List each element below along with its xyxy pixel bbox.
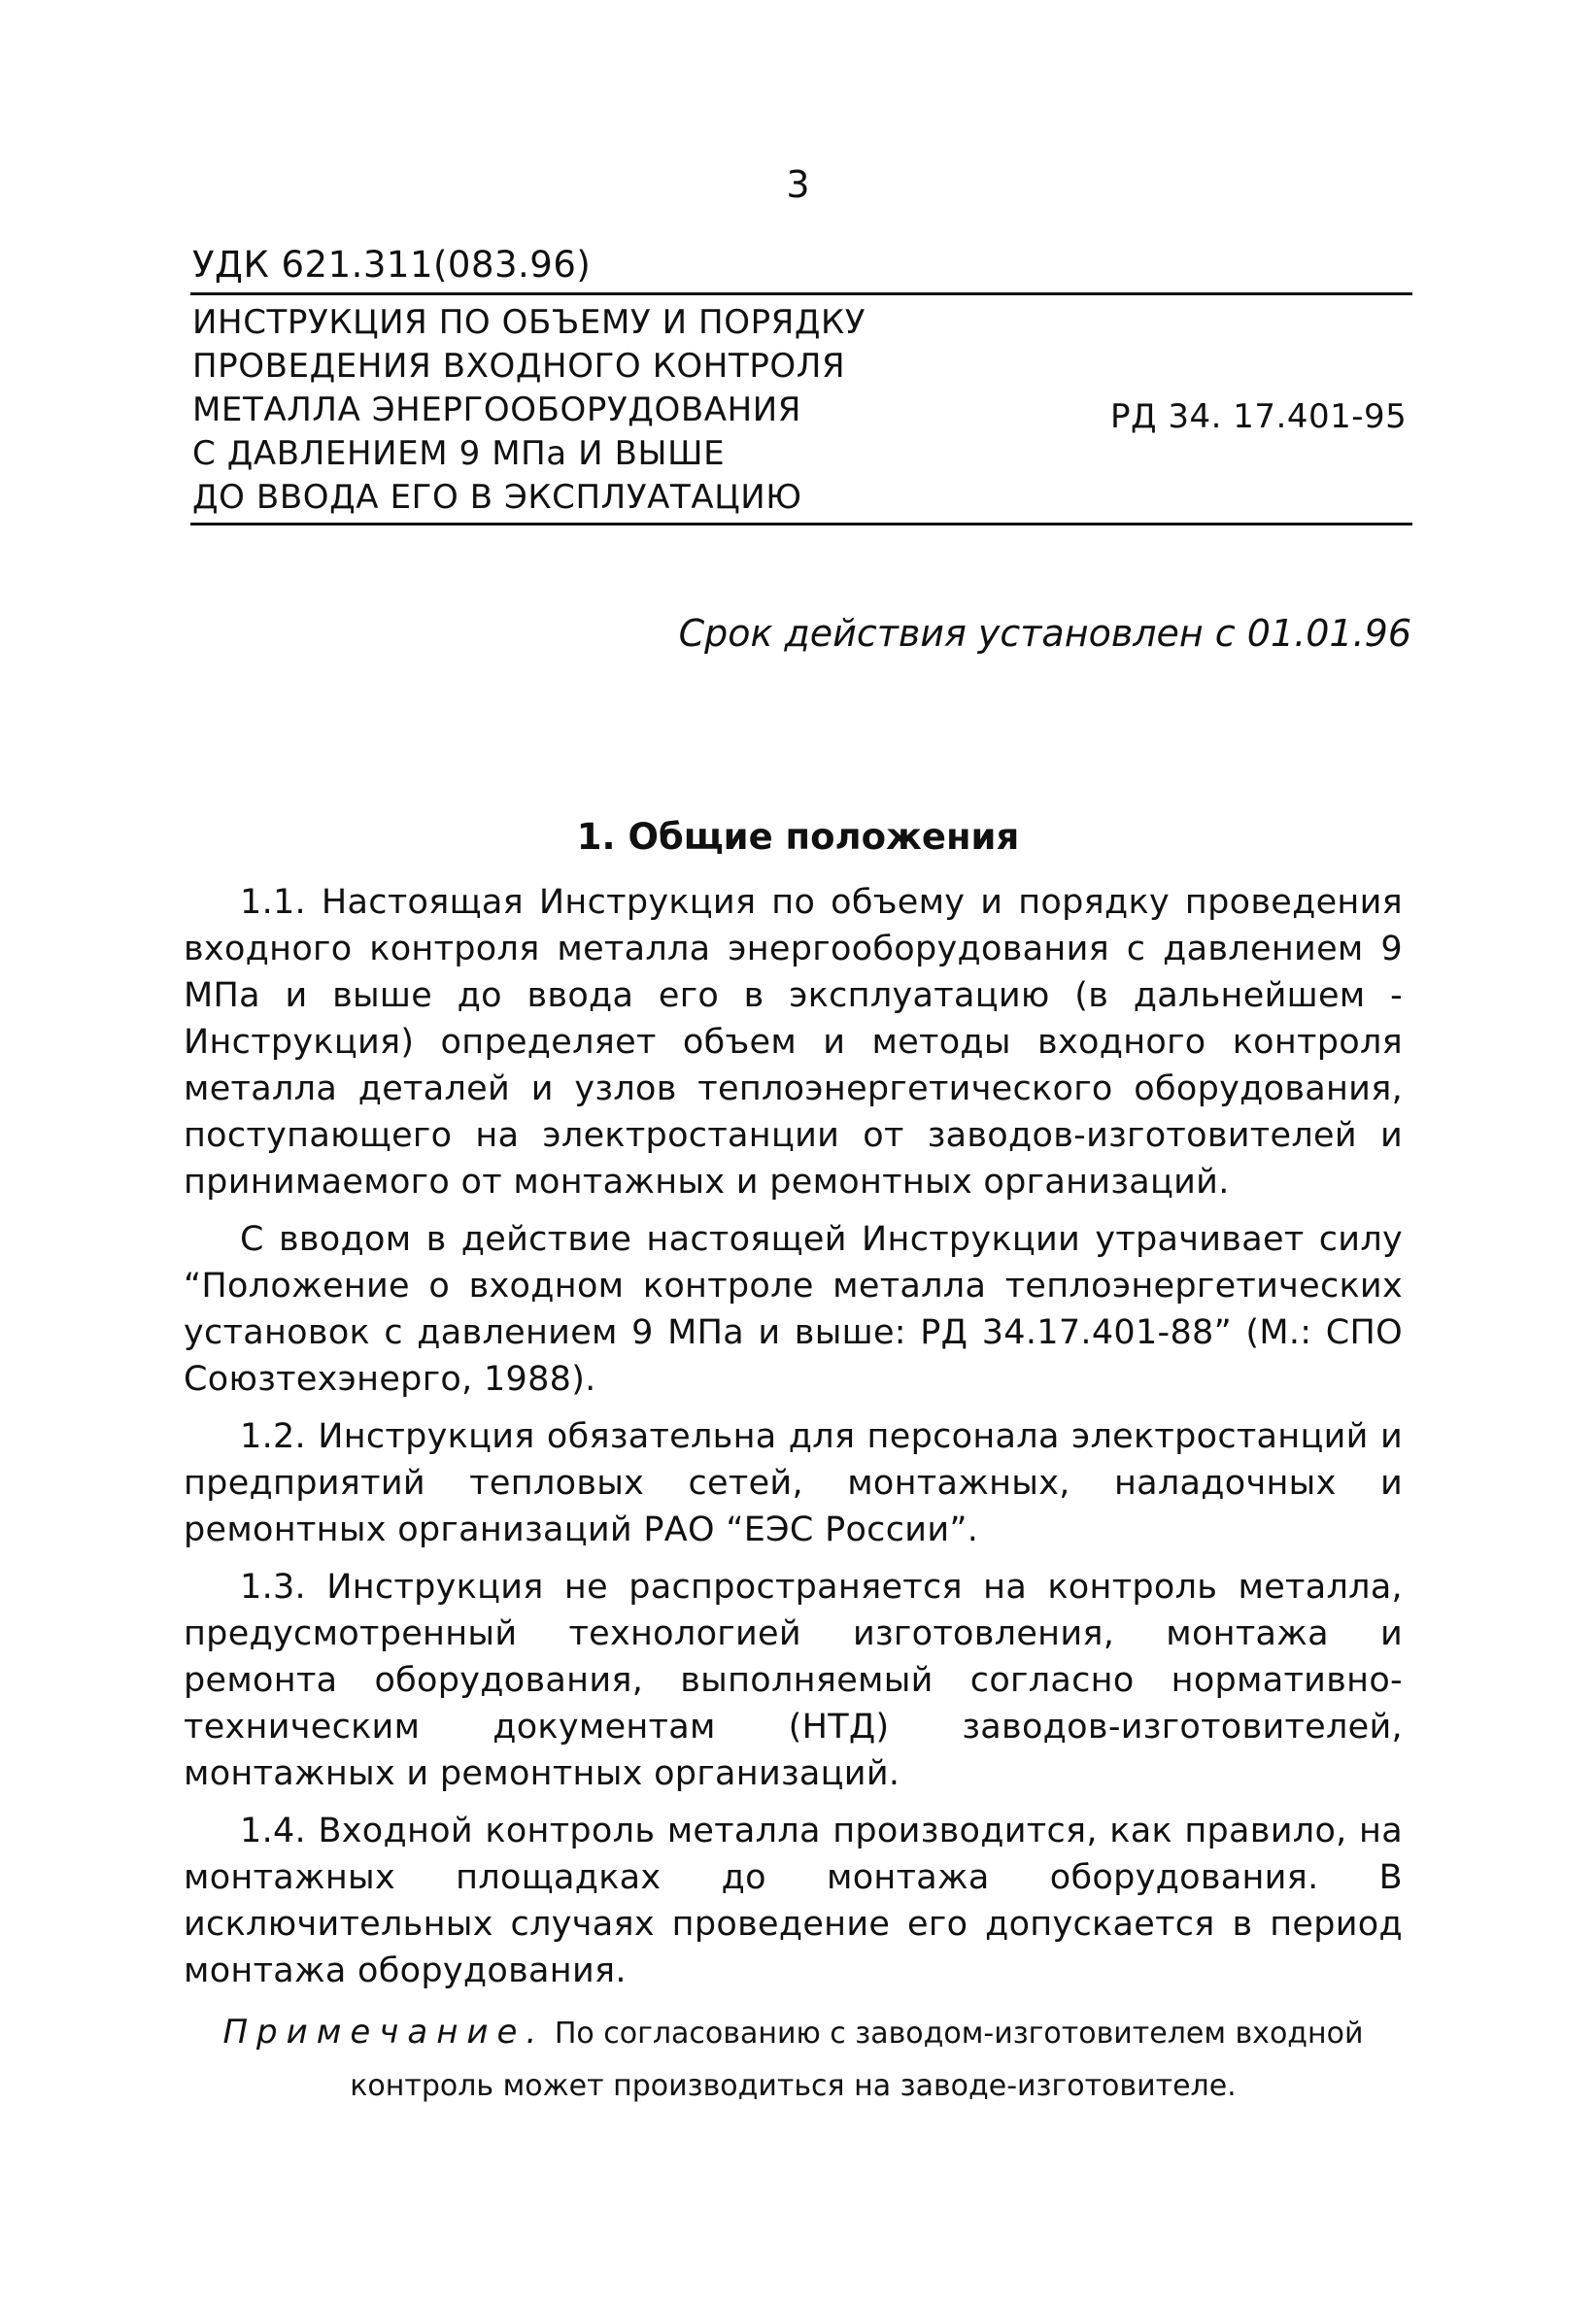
document-title <box>192 301 866 520</box>
paragraph-1-4: 1.4. Входной контроль металла производится, как правило, на монтажных площадках до монтажа оборудования. В исключительных случаях проведение его допускается в период монтажа оборудования. <box>184 1812 1403 1990</box>
paragraph-1-2: 1.2. Инструкция обязательна для персонала электростанций и предприятий тепловых сетей, монтажных, наладочных и ремонтных организаций РАО “ЕЭС России”. <box>184 1417 1403 1549</box>
document-title-line: ИНСТРУКЦИЯ ПО ОБЪЕМУ И ПОРЯДКУ <box>192 303 866 342</box>
document-title-line: ПРОВЕДЕНИЯ ВХОДНОГО КОНТРОЛЯ <box>192 347 846 386</box>
udk-code: УДК 621.311(083.96) <box>192 244 592 286</box>
document-code: РД 34. 17.401-95 <box>1110 397 1408 436</box>
header-top-rule <box>190 292 1412 295</box>
note <box>184 2006 1403 2113</box>
validity-date: Срок действия установлен с 01.01.96 <box>678 612 1411 655</box>
document-title-line: С ДАВЛЕНИЕМ 9 МПа И ВЫШЕ <box>192 434 726 473</box>
header-bottom-rule <box>190 523 1412 526</box>
note-label: Примечание. <box>222 2013 546 2052</box>
paragraph-1-1: 1.1. Настоящая Инструкция по объему и порядку проведения входного контроля металла энергооборудования с давлением 9 МПа и выше до ввода его в эксплуатацию (в дальнейшем - Инструкция) определяет объем и методы входного контроля металла деталей и узлов теплоэнергетического оборудования, поступающего на электростанции от заводов-изготовителей и принимаемого от монтажных и ремонтных организаций. <box>184 883 1403 1202</box>
section-heading: 1. Общие положения <box>576 816 1020 858</box>
paragraph-supersedes: С вводом в действие настоящей Инструкции утрачивает силу “Положение о входном контроле металла теплоэнергетических установок с давлением 9 МПа и выше: РД 34.17.401-88” (М.: СПО Союзтехэнерго, 1988). <box>184 1220 1403 1399</box>
document-title-line: ДО ВВОДА ЕГО В ЭКСПЛУАТАЦИЮ <box>192 478 802 517</box>
note-text: По согласованию с заводом-изготовителем входной контроль может производиться на заводе-изготовителе. <box>350 2017 1364 2103</box>
page-number: 3 <box>786 163 810 206</box>
section-body <box>184 879 1403 2113</box>
paragraph-1-3: 1.3. Инструкция не распространяется на контроль металла, предусмотренный технологией изготовления, монтажа и ремонта оборудования, выполняемый согласно нормативно-техническим документам (НТД) заводов-изготовителей, монтажных и ремонтных организаций. <box>184 1568 1403 1793</box>
document-title-line: МЕТАЛЛА ЭНЕРГООБОРУДОВАНИЯ <box>192 390 802 429</box>
